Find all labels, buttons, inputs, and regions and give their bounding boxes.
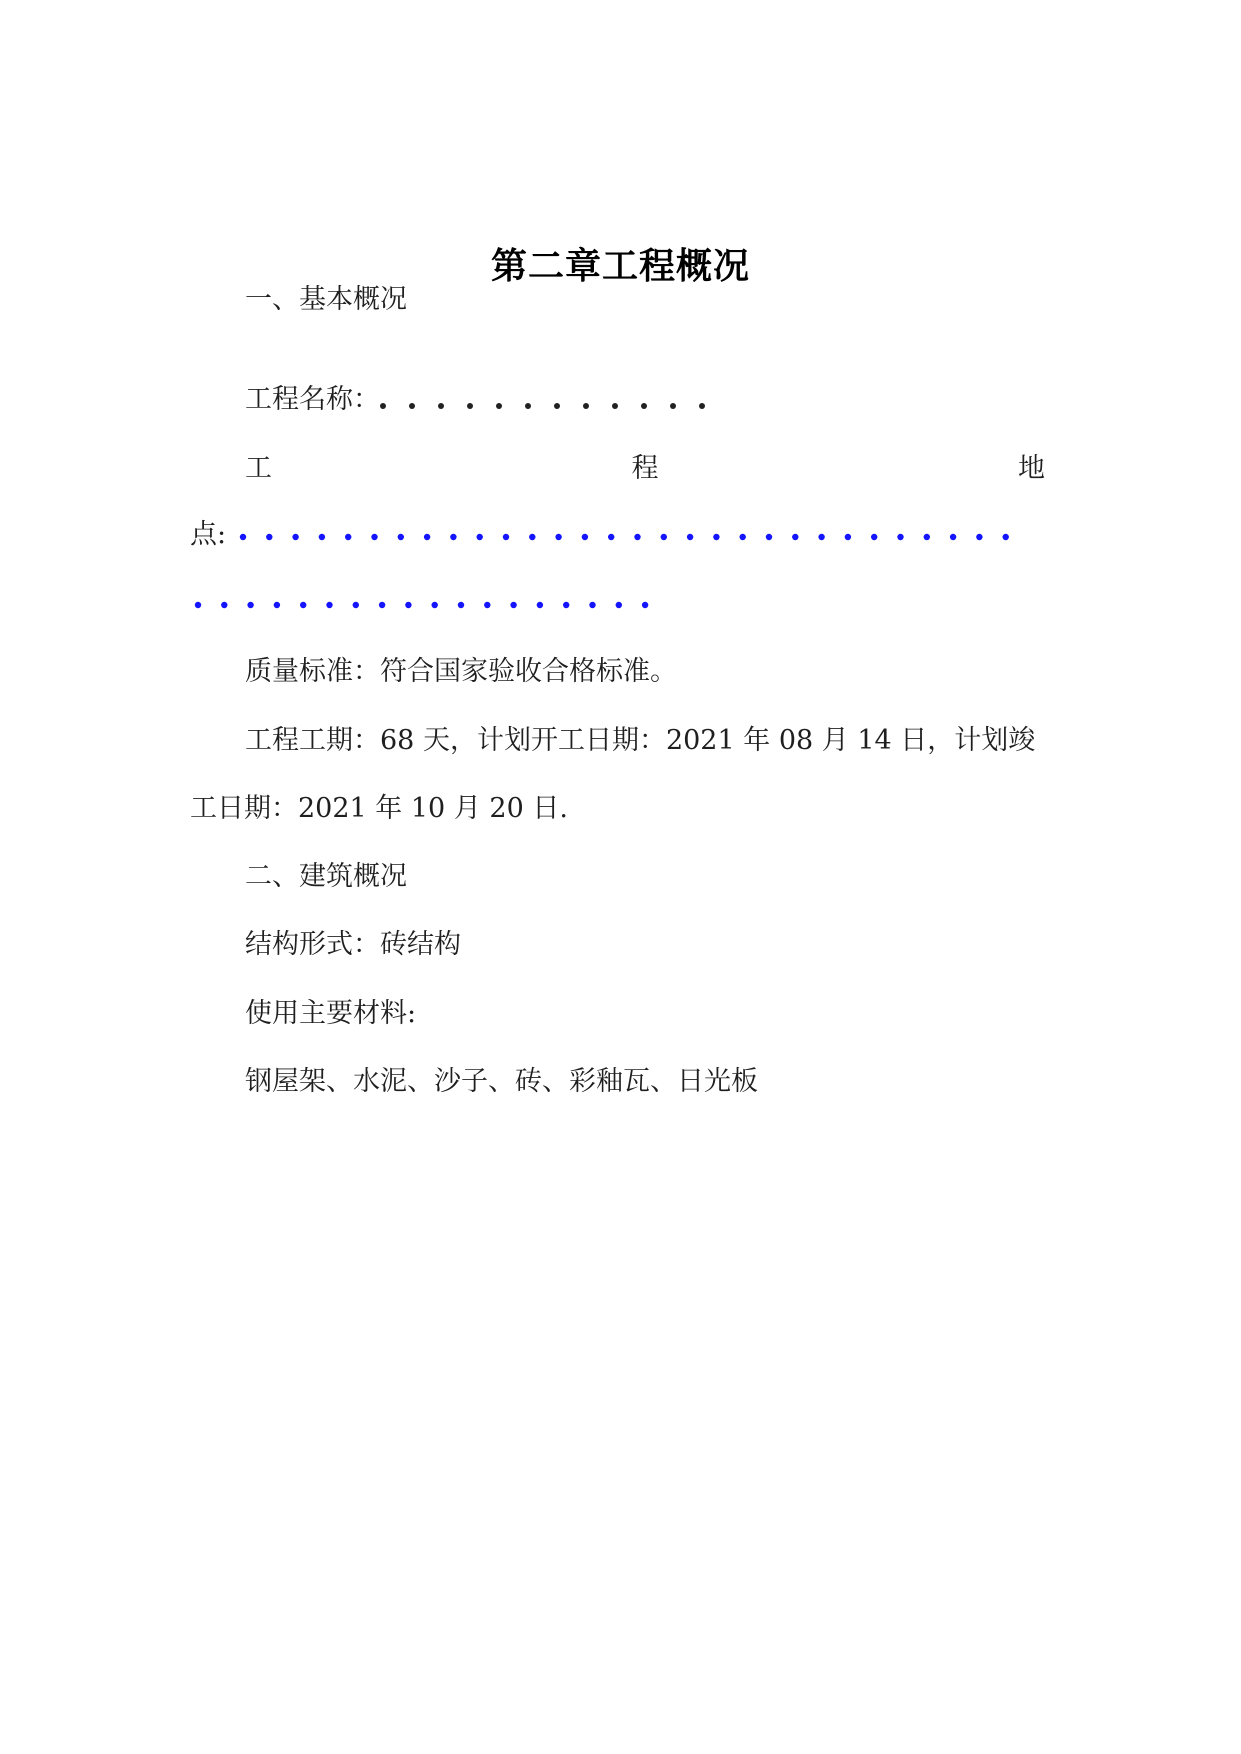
section-heading-building: 二、建筑概况 — [245, 861, 407, 892]
redaction-dot — [589, 602, 595, 608]
redaction-dot — [792, 534, 798, 540]
location-char-3: 地 — [1018, 453, 1045, 484]
redaction-dot — [871, 534, 877, 540]
project-name-row — [245, 383, 728, 418]
redaction-dot — [1003, 534, 1009, 540]
redaction-dot — [740, 534, 746, 540]
redaction-dot — [405, 602, 411, 608]
redaction-dot — [432, 602, 438, 608]
redaction-dot — [398, 534, 404, 540]
project-location-redacted-line1 — [235, 527, 1055, 547]
redaction-dot — [661, 534, 667, 540]
project-location-tail: 点: — [190, 519, 227, 550]
redaction-dot — [950, 534, 956, 540]
redaction-dot — [503, 534, 509, 540]
redaction-dot — [766, 534, 772, 540]
project-location-spread — [245, 452, 1045, 486]
project-location-row — [190, 518, 226, 552]
redaction-dot — [424, 534, 430, 540]
redaction-dot — [529, 534, 535, 540]
project-location-redacted-line2 — [190, 595, 710, 615]
redaction-dot — [897, 534, 903, 540]
redaction-dot — [300, 602, 306, 608]
redaction-dot — [537, 602, 543, 608]
redaction-dot — [976, 534, 982, 540]
redaction-dot — [450, 534, 456, 540]
redaction-dot — [484, 602, 490, 608]
location-char-2: 程 — [631, 453, 659, 484]
redaction-dot — [274, 602, 280, 608]
quality-standard: 质量标准：符合国家验收合格标准。 — [245, 656, 677, 687]
section-heading-basic: 一、基本概况 — [245, 284, 407, 315]
redaction-dot — [247, 602, 253, 608]
redaction-dot — [458, 602, 464, 608]
redaction-dot — [221, 602, 227, 608]
redaction-dot — [326, 602, 332, 608]
redaction-dot — [687, 534, 693, 540]
chapter-title: 第二章工程概况 — [490, 245, 750, 287]
redaction-dot — [379, 602, 385, 608]
project-name-label: 工程名称： — [245, 384, 380, 415]
redaction-dot — [845, 534, 851, 540]
redaction-dot — [195, 602, 201, 608]
redaction-dot — [634, 534, 640, 540]
project-name-redacted — [380, 384, 728, 418]
redaction-dot — [353, 602, 359, 608]
redaction-dot — [371, 534, 377, 540]
redaction-dot — [240, 534, 246, 540]
schedule-line-1: 工程工期：68 天，计划开工日期：2021 年 08 月 14 日，计划竣 — [245, 725, 1036, 756]
redaction-dot — [266, 534, 272, 540]
location-char-1: 工 — [245, 453, 272, 484]
redaction-dot — [924, 534, 930, 540]
redaction-dot — [477, 534, 483, 540]
structure-type: 结构形式：砖结构 — [245, 929, 461, 960]
redaction-dot — [582, 534, 588, 540]
redaction-dot — [563, 602, 569, 608]
redaction-dot — [818, 534, 824, 540]
redaction-dot — [345, 534, 351, 540]
redaction-dot — [292, 534, 298, 540]
redaction-dot — [555, 534, 561, 540]
redaction-dot — [608, 534, 614, 540]
redaction-dot — [713, 534, 719, 540]
redaction-dot — [616, 602, 622, 608]
redaction-dot — [642, 602, 648, 608]
redaction-dot — [510, 602, 516, 608]
schedule-line-2: 工日期：2021 年 10 月 20 日. — [190, 793, 568, 824]
materials-label: 使用主要材料: — [245, 998, 417, 1029]
redaction-dot — [319, 534, 325, 540]
materials-list: 钢屋架、水泥、沙子、砖、彩釉瓦、日光板 — [245, 1066, 758, 1097]
